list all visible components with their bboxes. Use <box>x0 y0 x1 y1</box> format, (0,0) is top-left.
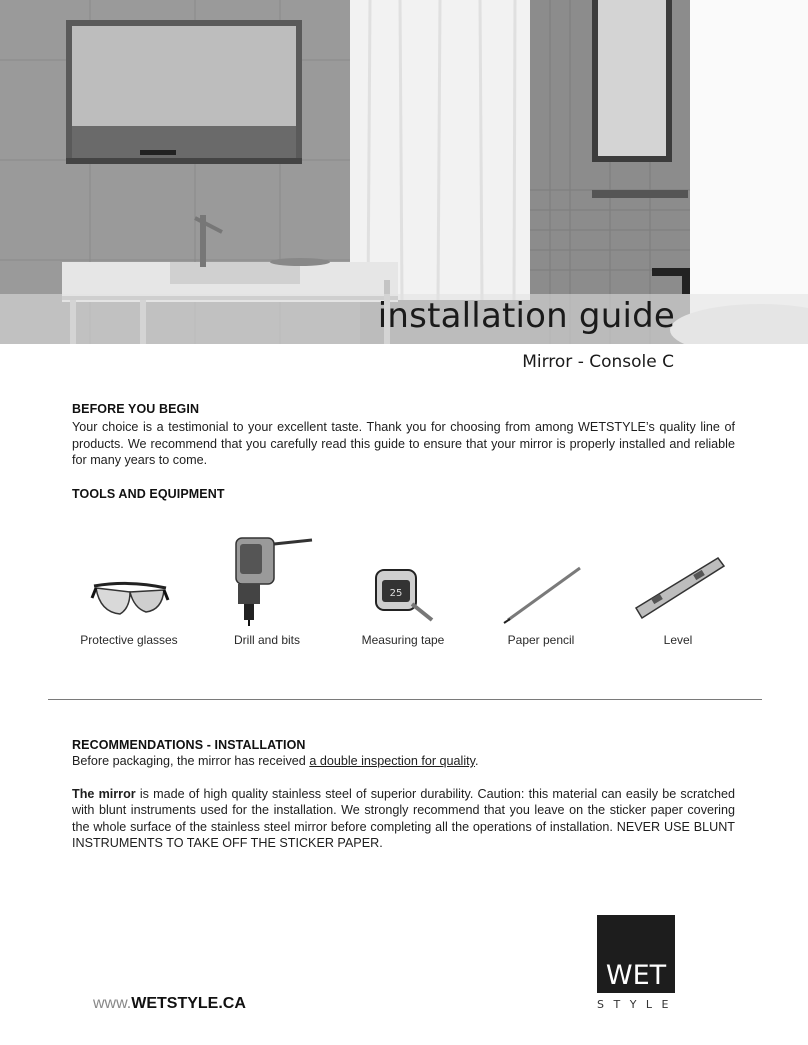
tool-label-pencil: Paper pencil <box>507 633 575 647</box>
inspection-line <box>72 753 735 770</box>
before-you-begin-text: Your choice is a testimonial to your excellent taste. Thank you for choosing from among WETSTYLE’s quality line of products. We recommend that you carefully read this guide to ensure that your mirror is properly installed and reliable for many years to come. <box>72 420 735 467</box>
mirror-text: is made of high quality stainless steel of superior durability. Caution: this material can easily be scratched with blunt instruments used for the installation. We strongly recommend that you leave on the sticker paper covering the whole surface of the stainless steel mirror before completing all the operations of installation. NEVER USE BLUNT INSTRUMENTS TO TAKE OFF THE STICKER PAPER. <box>72 786 735 850</box>
mirror-bold-label: The mirror <box>72 786 136 801</box>
tool-protective-glasses <box>90 578 170 622</box>
tool-label-measuring-tape: Measuring tape <box>361 633 445 647</box>
recommendations-section <box>72 738 735 852</box>
level-icon <box>630 554 726 626</box>
before-you-begin-section <box>72 402 735 469</box>
pencil-icon <box>500 564 584 624</box>
tool-drill <box>226 534 314 626</box>
website-prefix: www. <box>93 995 132 1012</box>
tool-pencil <box>500 564 584 624</box>
measuring-tape-icon <box>372 566 436 624</box>
tools-heading: TOOLS AND EQUIPMENT <box>72 487 225 501</box>
tool-label-level: Level <box>663 633 693 647</box>
website-link[interactable] <box>93 995 246 1013</box>
wetstyle-logo <box>597 915 675 993</box>
mirror-paragraph <box>72 786 735 852</box>
safety-glasses-icon <box>90 578 170 622</box>
hero-photo <box>0 0 808 344</box>
drill-icon <box>226 534 314 626</box>
recommendations-heading: RECOMMENDATIONS - INSTALLATION <box>72 738 306 752</box>
logo-sub-text: STYLE <box>597 998 678 1011</box>
tool-measuring-tape <box>372 566 436 624</box>
tools-section <box>72 487 735 501</box>
tool-level <box>630 554 726 626</box>
tool-label-drill: Drill and bits <box>233 633 301 647</box>
tool-label-protective-glasses: Protective glasses <box>80 633 178 647</box>
product-subtitle: Mirror - Console C <box>522 352 674 372</box>
logo-main-text: WET <box>605 960 667 991</box>
bathroom-photo <box>0 0 808 344</box>
website-domain: WETSTYLE.CA <box>131 995 246 1012</box>
section-divider <box>48 699 762 700</box>
page-title: installation guide <box>377 296 675 336</box>
before-you-begin-heading: BEFORE YOU BEGIN <box>72 402 200 416</box>
inspection-period: . <box>475 754 479 768</box>
inspection-link[interactable]: a double inspection for quality <box>309 754 476 768</box>
inspection-text: Before packaging, the mirror has received <box>72 754 310 768</box>
svg-text:25: 25 <box>389 588 403 599</box>
